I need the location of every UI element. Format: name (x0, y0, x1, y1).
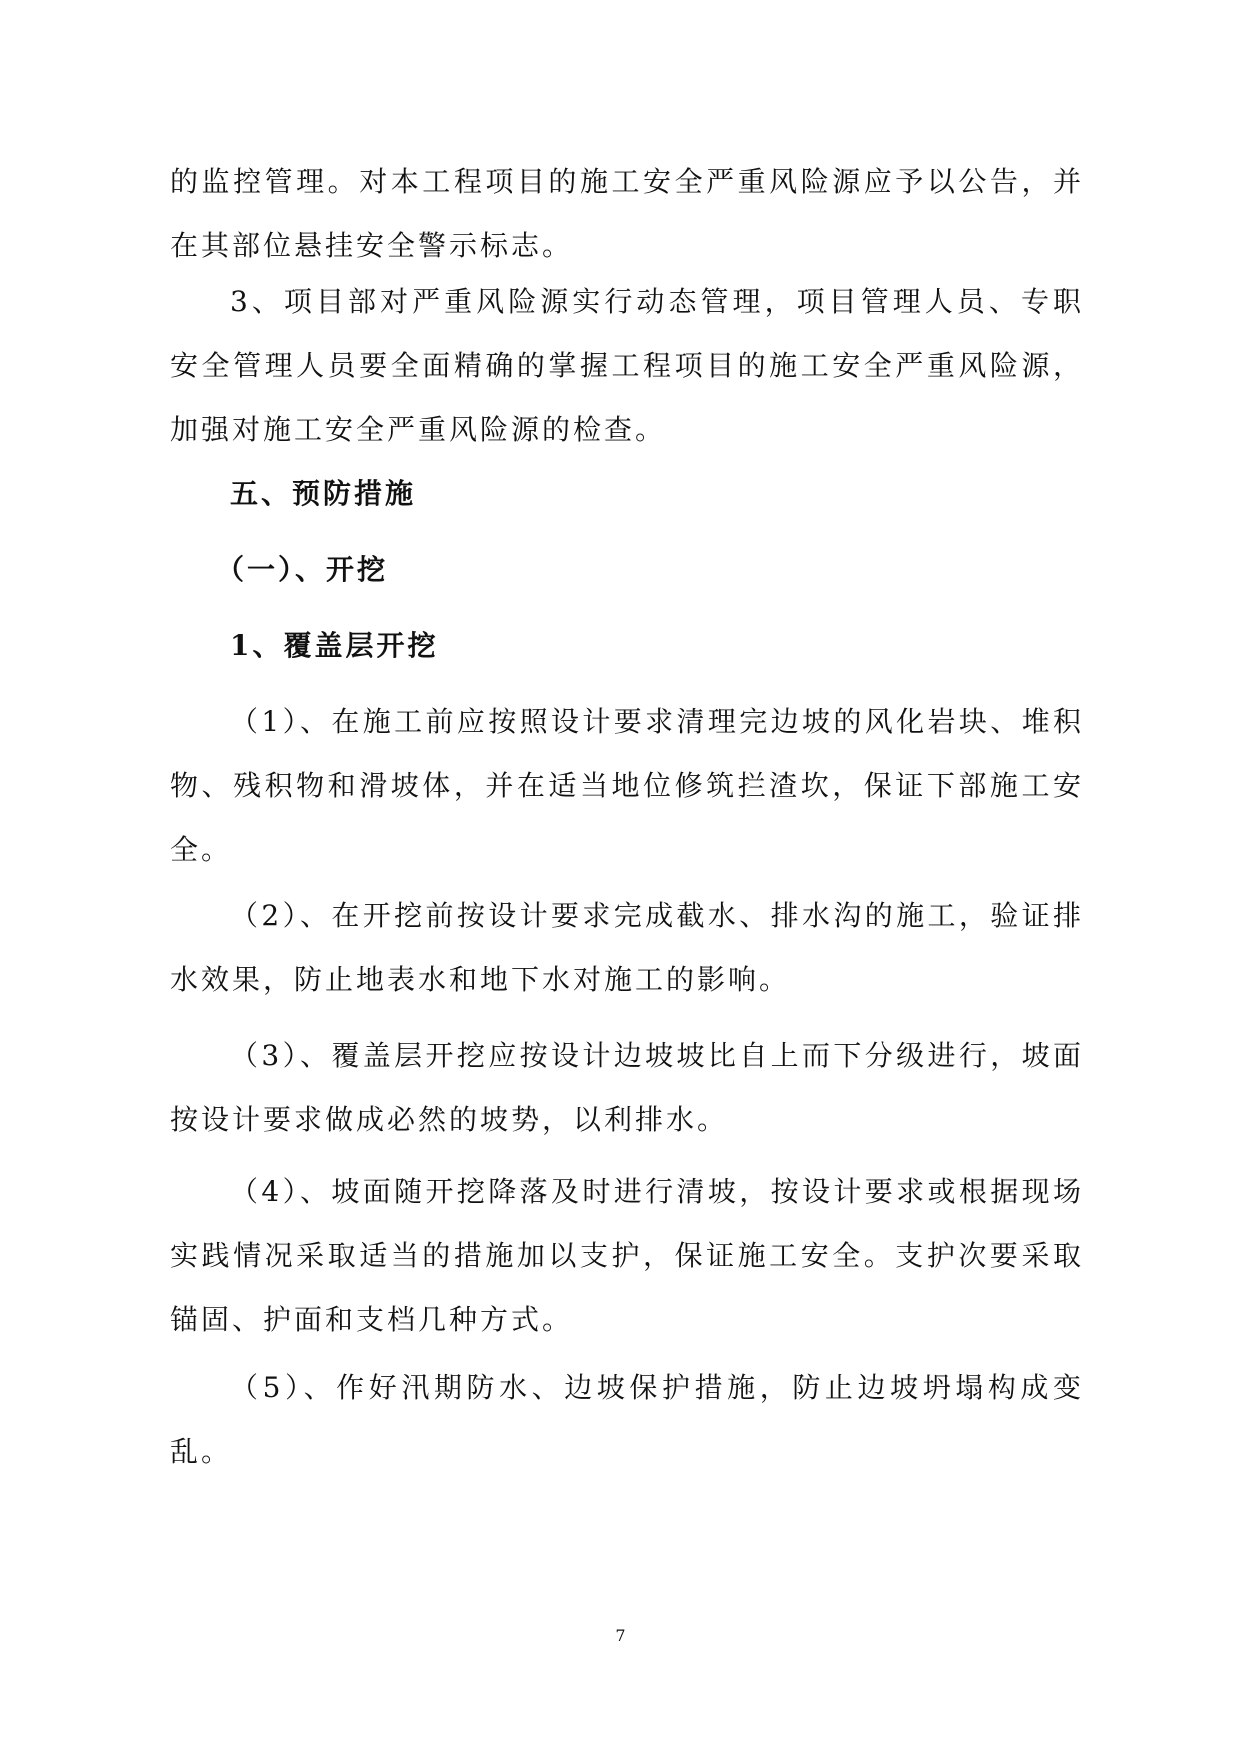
paragraph-item-1: （1）、在施工前应按照设计要求清理完边坡的风化岩块、堆积物、残积物和滑坡体，并在适当地位修筑拦渣坎，保证下部施工安全。 (170, 705, 1084, 866)
subsection-heading: （一）、开挖 (216, 553, 389, 586)
paragraph-item-4: （4）、坡面随开挖降落及时进行清坡，按设计要求或根据现场实践情况采取适当的措施加以支护，保证施工安全。支护次要采取锚固、护面和支档几种方式。 (170, 1175, 1084, 1336)
paragraph-item-2: （2）、在开挖前按设计要求完成截水、排水沟的施工，验证排水效果，防止地表水和地下水对施工的影响。 (170, 899, 1084, 996)
paragraph-item-5: （5）、作好汛期防水、边坡保护措施，防止边坡坍塌构成变乱。 (170, 1371, 1084, 1468)
section-heading: 五、预防措施 (230, 477, 417, 510)
sub-subsection-heading: 1、覆盖层开挖 (230, 629, 439, 662)
paragraph-item-3: 3、项目部对严重风险源实行动态管理，项目管理人员、专职安全管理人员要全面精确的掌握工程项目的施工安全严重风险源，加强对施工安全严重风险源的检查。 (170, 285, 1084, 446)
page-number: 7 (615, 1626, 626, 1645)
paragraph-continuation: 的监控管理。对本工程项目的施工安全严重风险源应予以公告，并在其部位悬挂安全警示标志。 (170, 165, 1084, 262)
paragraph-item-3b: （3）、覆盖层开挖应按设计边坡坡比自上而下分级进行，坡面按设计要求做成必然的坡势，以利排水。 (170, 1039, 1084, 1136)
